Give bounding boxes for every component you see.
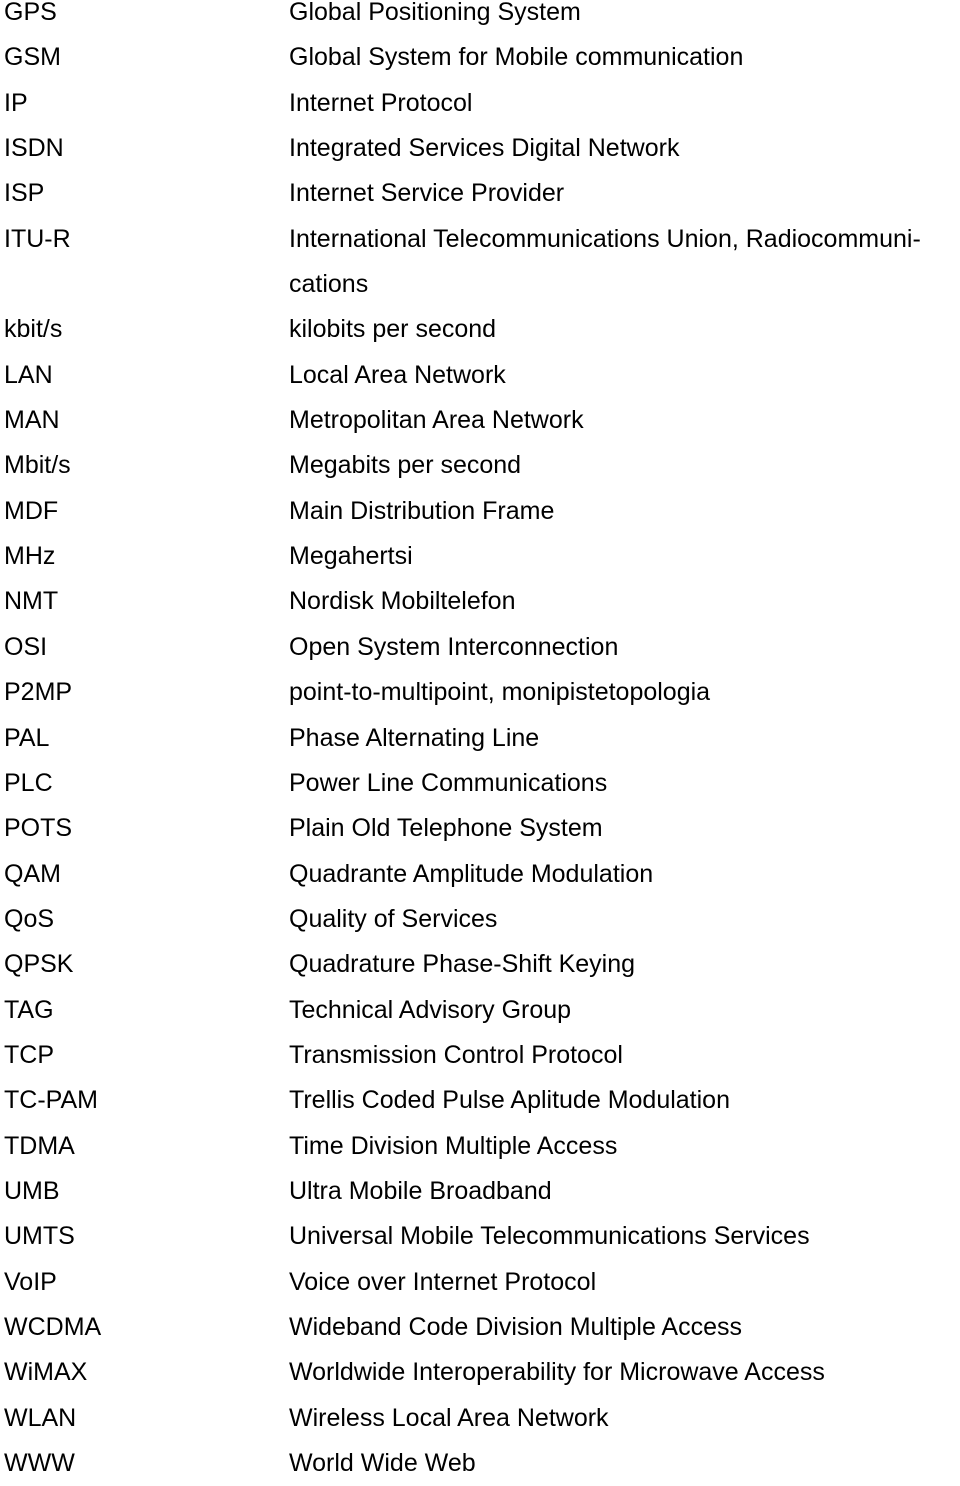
glossary-row-isp bbox=[0, 171, 960, 216]
glossary-row-wimax bbox=[0, 1350, 960, 1395]
abbreviation: TDMA bbox=[4, 1131, 75, 1160]
definition: Global Positioning System bbox=[289, 0, 581, 26]
glossary-row-tag bbox=[0, 988, 960, 1033]
glossary-row-wlan bbox=[0, 1396, 960, 1441]
definition: Megabits per second bbox=[289, 451, 522, 480]
definition: Local Area Network bbox=[289, 360, 506, 389]
definition: Open System Interconnection bbox=[289, 632, 619, 661]
definition: Time Division Multiple Access bbox=[289, 1131, 618, 1160]
abbreviation: ITU-R bbox=[4, 224, 71, 253]
glossary-row-plc bbox=[0, 761, 960, 806]
definition: kilobits per second bbox=[289, 315, 497, 344]
glossary-row-gsm bbox=[0, 35, 960, 80]
definition: Phase Alternating Line bbox=[289, 723, 540, 752]
abbreviation: QPSK bbox=[4, 950, 74, 979]
glossary-row-www bbox=[0, 1441, 960, 1486]
glossary-row-mdf bbox=[0, 489, 960, 534]
abbreviation: PAL bbox=[4, 723, 50, 752]
glossary-row-mhz bbox=[0, 534, 960, 579]
glossary-row-mbits bbox=[0, 443, 960, 488]
definition: Internet Service Provider bbox=[289, 179, 565, 208]
glossary-row-qos bbox=[0, 897, 960, 942]
definition: Main Distribution Frame bbox=[289, 496, 555, 525]
glossary-row-tdma bbox=[0, 1124, 960, 1169]
glossary-row-tc-pam bbox=[0, 1078, 960, 1123]
definition: Power Line Communications bbox=[289, 768, 608, 797]
abbreviation: P2MP bbox=[4, 678, 73, 707]
definition: Wideband Code Division Multiple Access bbox=[289, 1312, 742, 1341]
definition: Ultra Mobile Broadband bbox=[289, 1176, 552, 1205]
glossary-row-nmt bbox=[0, 579, 960, 624]
abbreviation: UMTS bbox=[4, 1222, 75, 1251]
abbreviation: WWW bbox=[4, 1449, 75, 1477]
abbreviation: NMT bbox=[4, 587, 59, 616]
definition: point-to-multipoint, monipistetopologia bbox=[289, 678, 711, 707]
abbreviation: WiMAX bbox=[4, 1358, 88, 1387]
glossary-row-voip bbox=[0, 1260, 960, 1305]
glossary-row-ip bbox=[0, 81, 960, 126]
glossary-row-pal bbox=[0, 716, 960, 761]
abbreviation: kbit/s bbox=[4, 315, 63, 344]
glossary-row-qpsk bbox=[0, 942, 960, 987]
definition: Quality of Services bbox=[289, 904, 498, 933]
abbreviation: UMB bbox=[4, 1176, 60, 1205]
abbreviation: QoS bbox=[4, 904, 55, 933]
abbreviation: QAM bbox=[4, 859, 61, 888]
glossary-row-itu-r bbox=[0, 217, 960, 308]
glossary-row-lan bbox=[0, 353, 960, 398]
abbreviation: IP bbox=[4, 88, 28, 117]
glossary-row-pots bbox=[0, 806, 960, 851]
abbreviation: ISDN bbox=[4, 134, 64, 163]
abbreviation: TAG bbox=[4, 995, 54, 1024]
definition: Universal Mobile Telecommunications Services bbox=[289, 1222, 810, 1251]
glossary-row-kbits bbox=[0, 307, 960, 352]
glossary-row-tcp bbox=[0, 1033, 960, 1078]
glossary-row-gps bbox=[0, 0, 960, 35]
abbreviation: MAN bbox=[4, 406, 60, 435]
definition: Integrated Services Digital Network bbox=[289, 134, 680, 163]
definition: Nordisk Mobiltelefon bbox=[289, 587, 516, 616]
definition: Transmission Control Protocol bbox=[289, 1040, 623, 1069]
definition: Plain Old Telephone System bbox=[289, 814, 603, 843]
abbreviation: TC-PAM bbox=[4, 1086, 98, 1115]
definition: Metropolitan Area Network bbox=[289, 406, 584, 435]
glossary-row-wcdma bbox=[0, 1305, 960, 1350]
definition: Wireless Local Area Network bbox=[289, 1403, 609, 1432]
glossary-row-qam bbox=[0, 852, 960, 897]
abbreviation: GSM bbox=[4, 43, 61, 72]
abbreviation: WCDMA bbox=[4, 1312, 102, 1341]
abbreviation: Mbit/s bbox=[4, 451, 71, 480]
definition: Internet Protocol bbox=[289, 88, 473, 117]
abbreviation: PLC bbox=[4, 768, 53, 797]
abbreviation: OSI bbox=[4, 632, 48, 661]
definition: Global System for Mobile communication bbox=[289, 43, 744, 72]
glossary-row-umts bbox=[0, 1214, 960, 1259]
abbreviation: WLAN bbox=[4, 1403, 77, 1432]
abbreviation: ISP bbox=[4, 179, 45, 208]
glossary-row-man bbox=[0, 398, 960, 443]
definition: Megahertsi bbox=[289, 542, 413, 571]
glossary-row-osi bbox=[0, 625, 960, 670]
abbreviation: TCP bbox=[4, 1040, 54, 1069]
glossary-row-umb bbox=[0, 1169, 960, 1214]
abbreviation: MDF bbox=[4, 496, 59, 525]
abbreviation: LAN bbox=[4, 360, 53, 389]
definition: Technical Advisory Group bbox=[289, 995, 572, 1024]
definition: Voice over Internet Protocol bbox=[289, 1267, 597, 1296]
abbreviation: VoIP bbox=[4, 1267, 57, 1296]
abbreviation: GPS bbox=[4, 0, 57, 26]
definition: Quadrature Phase-Shift Keying bbox=[289, 950, 636, 979]
definition: Worldwide Interoperability for Microwave Access bbox=[289, 1358, 825, 1387]
definition: International Telecommunications Union, Radiocommuni- cations bbox=[289, 224, 921, 299]
abbreviation: MHz bbox=[4, 542, 56, 571]
glossary-row-p2mp bbox=[0, 670, 960, 715]
definition: World Wide Web bbox=[289, 1449, 476, 1477]
definition: Trellis Coded Pulse Aplitude Modulation bbox=[289, 1086, 730, 1115]
abbreviation: POTS bbox=[4, 814, 73, 843]
definition: Quadrante Amplitude Modulation bbox=[289, 859, 654, 888]
glossary-row-isdn bbox=[0, 126, 960, 171]
